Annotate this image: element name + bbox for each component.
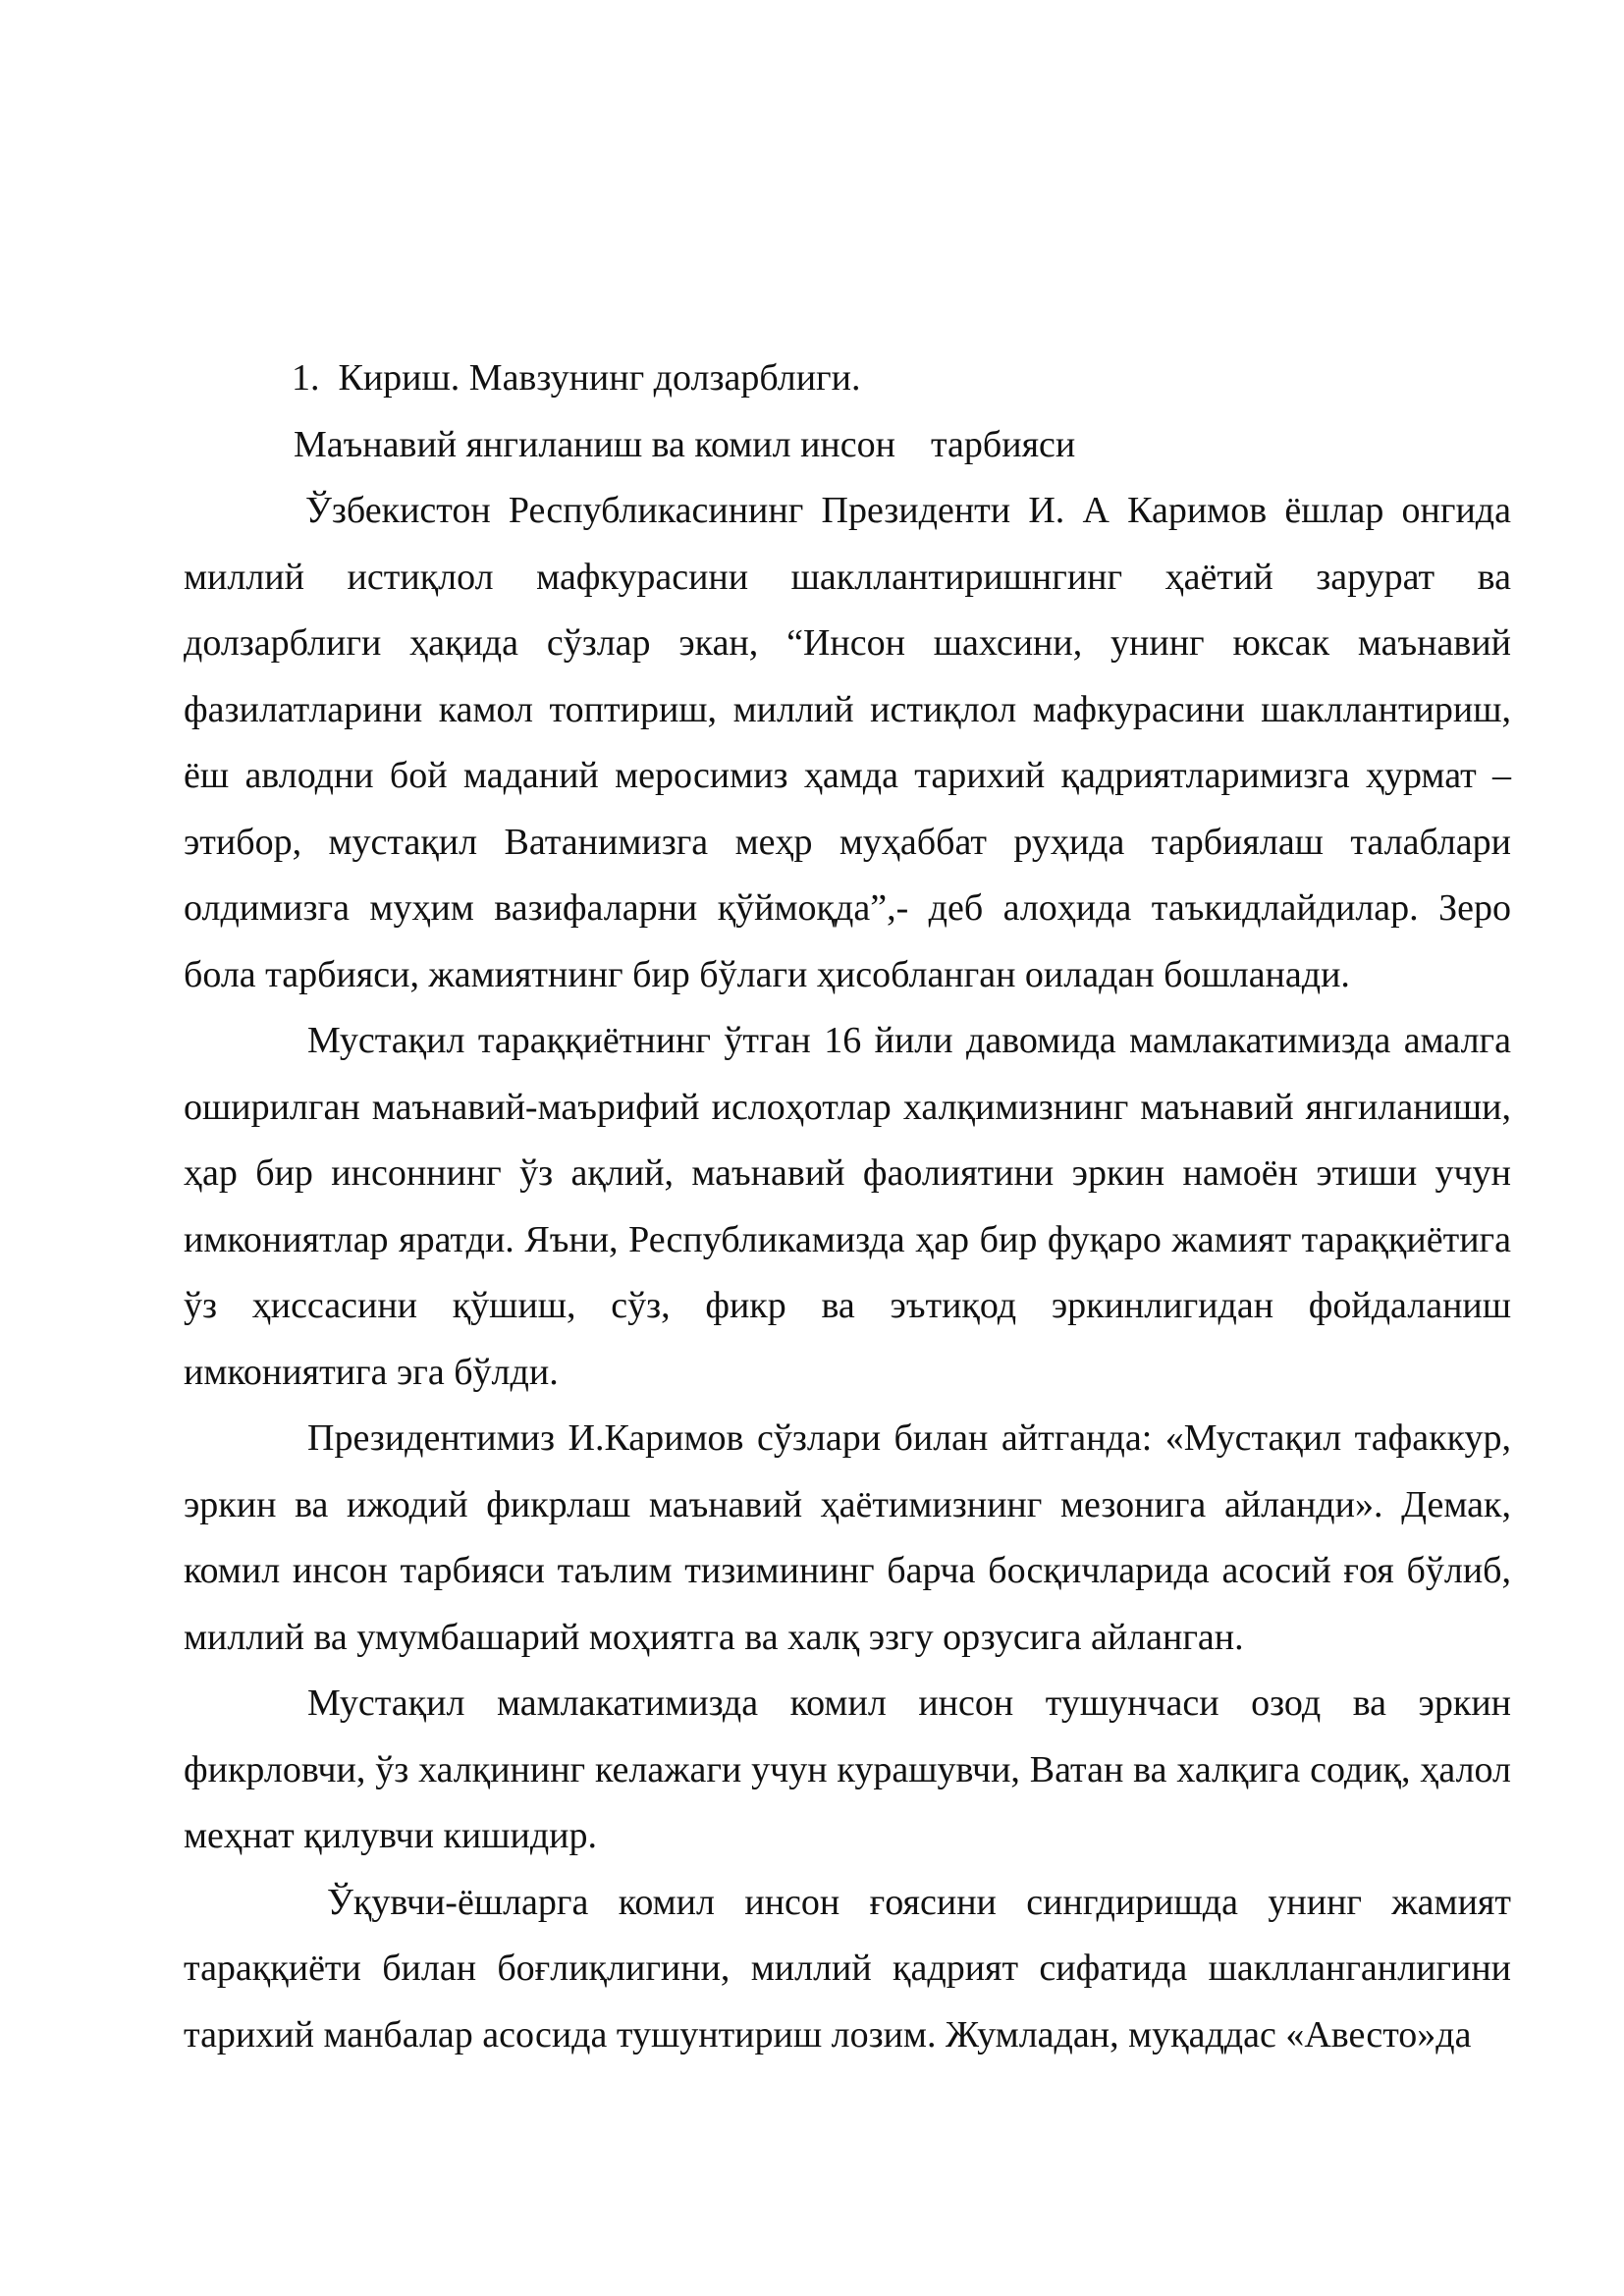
paragraph-5: Ўқувчи-ёшларга комил инсон ғоясини сингдиришда унинг жамият тараққиёти билан боғлиқлигини, миллий қадрият сифатида шаклланганлигини тарихий манбалар асосида тушунтириш лозим. Жумладан, муқаддас «Авесто»да: [184, 1881, 1511, 2056]
section-number: 1.: [292, 357, 320, 399]
paragraph-2: Мустақил тараққиётнинг ўтган 16 йили давомида мамлакатимизда амалга оширилган маънавий-маърифий ислоҳотлар халқимизнинг маънавий янгиланиши, ҳар бир инсоннинг ўз ақлий, маънавий фаолиятини эркин намоён этиши учун имкониятлар яратди. Яъни, Республикамизда ҳар бир фуқаро жамият тараққиётига ўз ҳиссасини қўшиш, сўз, фикр ва эътиқод эркинлигидан фойдаланиш имкониятига эга бўлди.: [184, 1020, 1511, 1393]
document-body: [184, 346, 1511, 2068]
paragraph-1: Ўзбекистон Республикасининг Президенти И. А Каримов ёшлар онгида миллий истиқлол мафкурасини шакллантиришнгинг ҳаётий зарурат ва долзарблиги ҳақида сўзлар экан, “Инсон шахсини, унинг юксак маънавий фазилатларини камол топтириш, миллий истиқлол мафкурасини шакллантириш, ёш авлодни бой маданий меросимиз ҳамда тарихий қадриятларимизга ҳурмат – этибор, мустақил Ватанимизга меҳр муҳаббат руҳида тарбиялаш талаблари олдимизга муҳим вазифаларни қўймоқда”,- деб алоҳида таъкидлайдилар. Зеро бола тарбияси, жамиятнинг бир бўлаги ҳисобланган оиладан бошланади.: [184, 490, 1511, 995]
section-title: Кириш. Мавзунинг долзарблиги.: [338, 357, 861, 399]
section-subheading: [184, 412, 1511, 479]
paragraph-4: Мустақил мамлакатимизда комил инсон тушунчаси озод ва эркин фикрловчи, ўз халқининг келажаги учун курашувчи, Ватан ва халқига содиқ, ҳалол меҳнат қилувчи кишидир.: [184, 1682, 1511, 1856]
paragraph-3: Президентимиз И.Каримов сўзлари билан айтганда: «Мустақил тафаккур, эркин ва ижодий фикрлаш маънавий ҳаётимизнинг мезонига айланди». Демак, комил инсон тарбияси таълим тизимининг барча босқичларида асосий ғоя бўлиб, миллий ва умумбашарий моҳиятга ва халқ эзгу орзусига айланган.: [184, 1417, 1511, 1658]
section-heading: [184, 346, 1511, 412]
subheading-part-1: Маънавий янгиланиш ва комил инсон: [294, 423, 895, 465]
subheading-part-2: тарбияси: [930, 423, 1076, 465]
